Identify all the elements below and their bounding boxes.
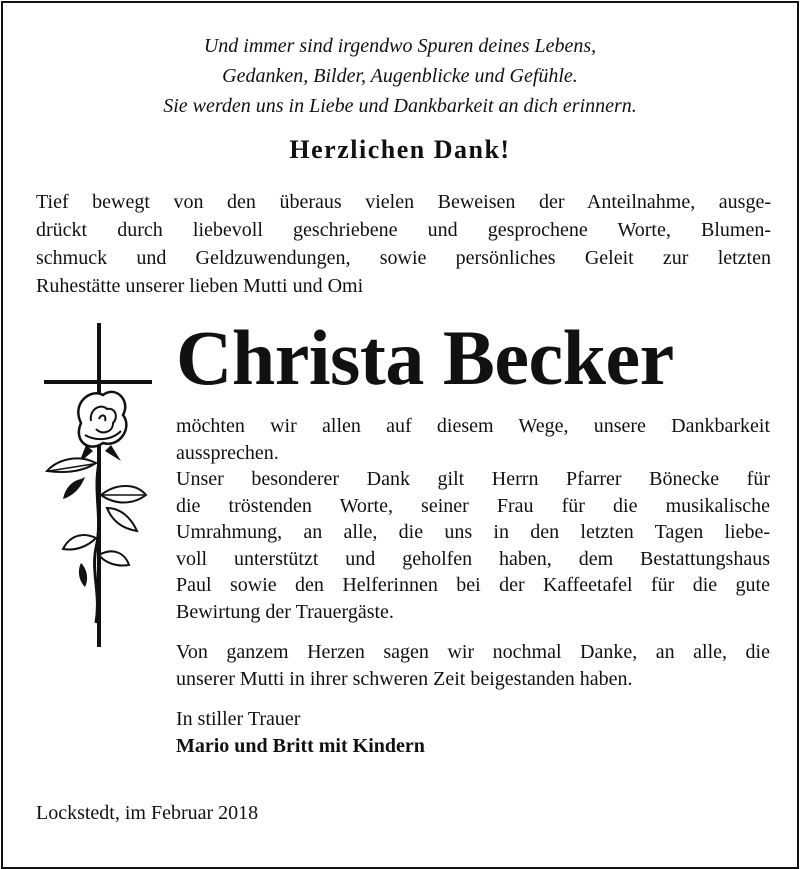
intro-paragraph	[36, 188, 771, 300]
body-line: Von ganzem Herzen sagen wir nochmal Danke, an alle, die	[176, 641, 770, 663]
cross-icon	[41, 323, 161, 653]
body-line: Paul sowie den Helferinnen bei der Kaffeetafel für die gute	[176, 574, 770, 596]
quote-line: Sie werden uns in Liebe und Dankbarkeit an dich erinnern.	[163, 95, 637, 117]
memorial-quote	[3, 31, 797, 121]
place-date: Lockstedt, im Februar 2018	[36, 802, 259, 824]
intro-line: drückt durch liebevoll geschriebene und gesprochene Worte, Blumen-	[36, 219, 771, 241]
quote-line: Und immer sind irgendwo Spuren deines Lebens,	[203, 35, 597, 57]
body-line: aussprechen.	[176, 441, 279, 464]
body-line: möchten wir allen auf diesem Wege, unsere Dankbarkeit	[176, 415, 770, 437]
intro-line: Tief bewegt von den überaus vielen Beweisen der Anteilnahme, ausge-	[36, 191, 771, 213]
body-line: Umrahmung, an alle, die uns in den letzten Tagen liebe-	[176, 521, 770, 543]
intro-line: schmuck und Geldzuwendungen, sowie persönliches Geleit zur letzten	[36, 247, 771, 269]
thanks-body	[176, 413, 770, 759]
body-line: die tröstenden Worte, seiner Frau für die musikalische	[176, 494, 770, 517]
body-line: Unser besonderer Dank gilt Herrn Pfarrer Bönecke für	[176, 468, 770, 490]
mourning-line: In stiller Trauer	[176, 708, 301, 730]
quote-line: Gedanken, Bilder, Augenblicke und Gefühle.	[222, 65, 578, 87]
body-line: Bewirtung der Trauergäste.	[176, 600, 394, 623]
intro-line: Ruhestätte unserer lieben Mutti und Omi	[36, 275, 364, 297]
body-line: unserer Mutti in ihrer schweren Zeit beigestanden haben.	[176, 667, 633, 690]
body-line: voll unterstützt und geholfen haben, dem Bestattungshaus	[176, 547, 770, 570]
thanks-heading: Herzlichen Dank!	[289, 135, 511, 164]
deceased-name: Christa Becker	[176, 314, 674, 401]
obituary-notice	[1, 1, 799, 869]
family-signature: Mario und Britt mit Kindern	[176, 734, 425, 757]
cross-with-rose	[41, 323, 161, 658]
